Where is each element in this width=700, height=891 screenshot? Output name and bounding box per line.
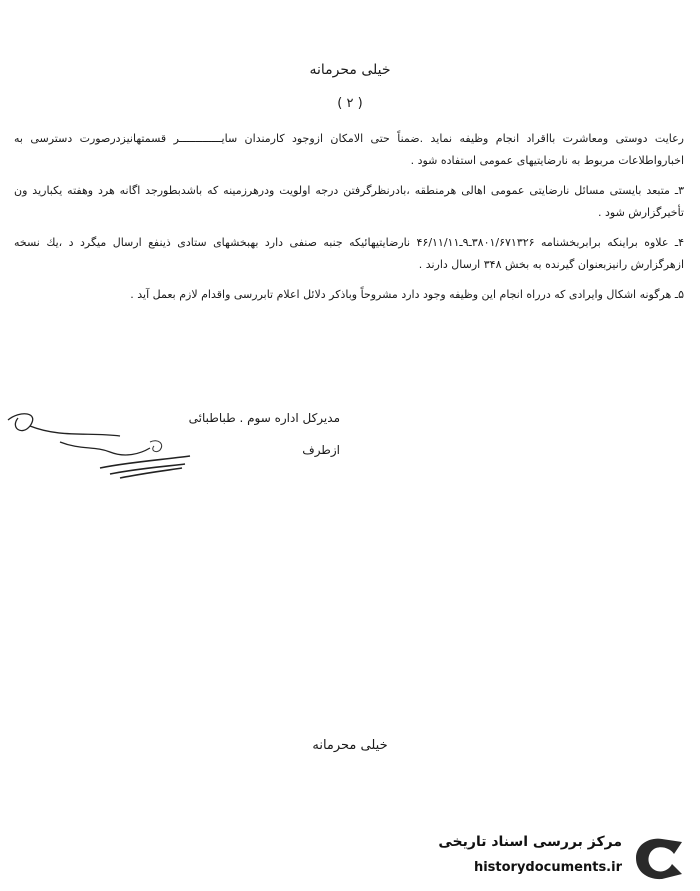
letter-body xyxy=(14,128,684,314)
page-number: ( ۲ ) xyxy=(337,96,363,111)
signatory-title: مدیرکل اداره سوم . طباطبائی xyxy=(188,411,340,425)
paragraph-item-5: ۵ـ هرگونه اشکال وایرادی که درراه انجام این وظیفه وجود دارد مشروحاً وباذکر دلائل اعلام تابررسی واقدام لازم بعمل آید . xyxy=(130,288,684,301)
classification-header: خیلی محرمانه xyxy=(309,62,391,78)
on-behalf-label: ازطرف xyxy=(302,443,340,457)
watermark-title: مرکز بررسی اسناد تاریخی xyxy=(438,834,622,850)
classification-footer: خیلی محرمانه xyxy=(312,738,388,753)
logo-mark-icon xyxy=(630,834,688,882)
watermark-url: historydocuments.ir xyxy=(473,860,622,875)
archive-watermark xyxy=(416,832,692,884)
paragraph-continuation: رعایت دوستی ومعاشرت بااقراد انجام وظیفه نماید .ضمناً حتی الامکان ازوجود کارمندان سایـــــــــــــر قسمتهانیزدرصورت دسترسی به اخبارواطلاعات مربوط به نارضایتیهای عمومی استفاده شود . xyxy=(14,132,684,167)
handwritten-signature xyxy=(0,398,200,488)
paragraph-item-3: ۳ـ متبعد بایستی مسائل نارضایتی عمومی اهالی هرمنطقه ،بادرنظرگرفتن درجه اولویت ودرهرزمینه که باشدبطورجد اگانه هرد وهفته یکبارید ون تأخیرگزارش شود . xyxy=(14,184,684,219)
paragraph-item-4: ۴ـ علاوه براینکه برابربخشنامه ۳۸۰۱/۶۷۱۳۲۶ـ۹ـ۴۶/۱۱/۱۱ نارضایتیهائیکه جنبه صنفی دارد بهبخشهای ستادی ذینفع ارسال میگرد د ،یك نسخه ازهرگزارش رانیزبعنوان گیرنده به بخش ۳۴۸ ارسال دارند . xyxy=(14,236,684,271)
